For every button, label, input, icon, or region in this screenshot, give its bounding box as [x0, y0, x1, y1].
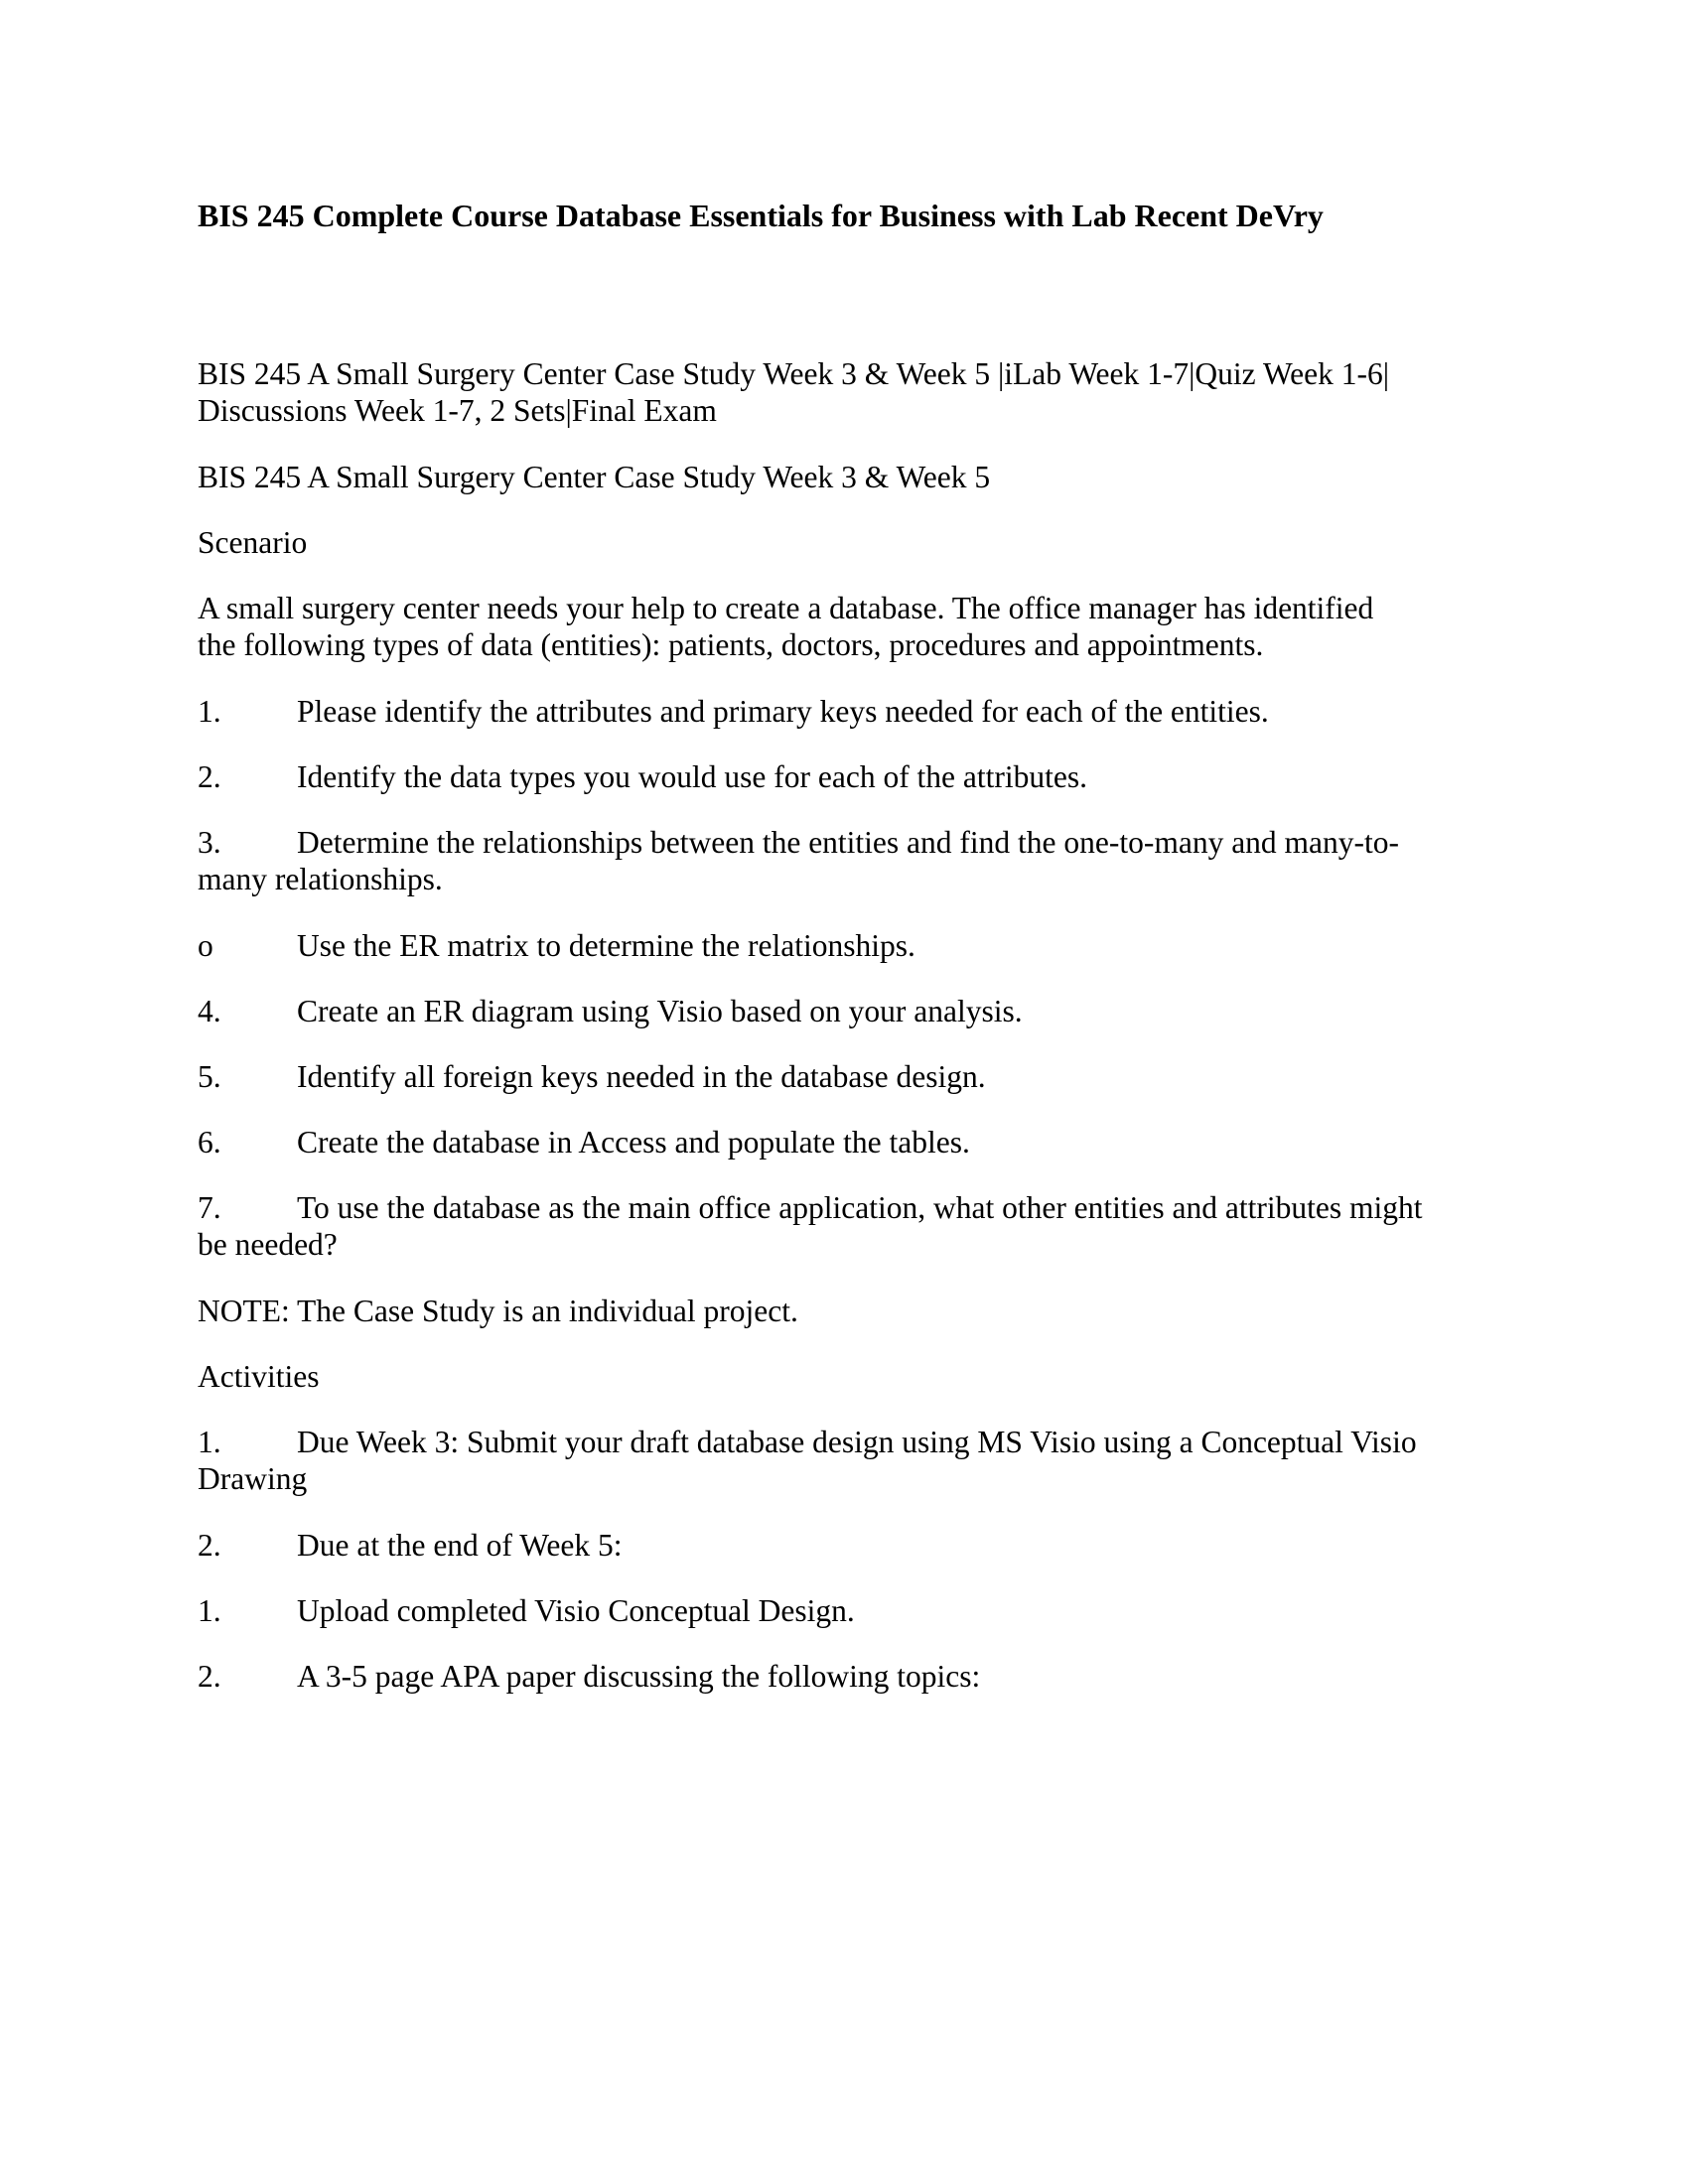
list-item	[198, 1124, 1488, 1160]
list-item-marker: 5.	[198, 1059, 221, 1094]
activity-item-continuation: Drawing	[198, 1461, 308, 1496]
scenario-line-2: the following types of data (entities): patients, doctors, procedures and appointments.	[198, 627, 1264, 662]
list-item	[198, 693, 1488, 730]
activity-item-text: Due at the end of Week 5:	[297, 1528, 623, 1563]
list-item-text: Create the database in Access and populate the tables.	[297, 1125, 970, 1160]
list-item-marker: o	[198, 928, 213, 963]
list-item	[198, 1058, 1488, 1095]
list-item-marker: 3.	[198, 825, 221, 860]
activity-item-text: Due Week 3: Submit your draft database design using MS Visio using a Conceptual Visio	[297, 1425, 1417, 1459]
activity-item	[198, 1424, 1488, 1497]
intro-line-2: Discussions Week 1-7, 2 Sets|Final Exam	[198, 393, 717, 428]
list-item-marker: 2.	[198, 759, 221, 794]
list-item-marker: 6.	[198, 1125, 221, 1160]
list-item-text: Identify all foreign keys needed in the database design.	[297, 1059, 986, 1094]
list-item-text: To use the database as the main office application, what other entities and attributes might	[297, 1190, 1423, 1225]
scenario-line-1: A small surgery center needs your help to create a database. The office manager has identified	[198, 591, 1374, 625]
activity-item	[198, 1658, 1488, 1695]
case-study-subtitle: BIS 245 A Small Surgery Center Case Study Week 3 & Week 5	[198, 460, 991, 494]
activity-item-marker: 2.	[198, 1659, 221, 1694]
list-item	[198, 824, 1488, 897]
activity-item-text: Upload completed Visio Conceptual Design.	[297, 1593, 855, 1628]
note-paragraph: NOTE: The Case Study is an individual project.	[198, 1294, 798, 1328]
list-item-text: Identify the data types you would use for each of the attributes.	[297, 759, 1088, 794]
activities-heading: Activities	[198, 1359, 320, 1394]
activity-item-marker: 1.	[198, 1425, 221, 1459]
scenario-paragraph	[198, 590, 1488, 663]
list-item-marker: 1.	[198, 694, 221, 729]
list-item	[198, 758, 1488, 795]
list-item-continuation: be needed?	[198, 1227, 338, 1262]
list-item-text: Create an ER diagram using Visio based on your analysis.	[297, 994, 1023, 1028]
list-item-text: Determine the relationships between the entities and find the one-to-many and many-to-	[297, 825, 1400, 860]
activity-item-marker: 2.	[198, 1528, 221, 1563]
list-item	[198, 1189, 1488, 1263]
list-item	[198, 993, 1488, 1029]
document-title: BIS 245 Complete Course Database Essentials for Business with Lab Recent DeVry	[198, 198, 1324, 233]
list-item-marker: 7.	[198, 1190, 221, 1225]
list-item	[198, 927, 1488, 964]
activity-item-text: A 3-5 page APA paper discussing the following topics:	[297, 1659, 981, 1694]
list-item-marker: 4.	[198, 994, 221, 1028]
activity-item	[198, 1592, 1488, 1629]
intro-line-1: BIS 245 A Small Surgery Center Case Study Week 3 & Week 5 |iLab Week 1-7|Quiz Week 1-6|	[198, 356, 1390, 391]
list-item-text: Use the ER matrix to determine the relationships.	[297, 928, 915, 963]
scenario-heading: Scenario	[198, 525, 308, 560]
intro-paragraph	[198, 355, 1488, 429]
activity-item-marker: 1.	[198, 1593, 221, 1628]
list-item-text: Please identify the attributes and primary keys needed for each of the entities.	[297, 694, 1269, 729]
activity-item	[198, 1527, 1488, 1564]
list-item-continuation: many relationships.	[198, 862, 443, 896]
